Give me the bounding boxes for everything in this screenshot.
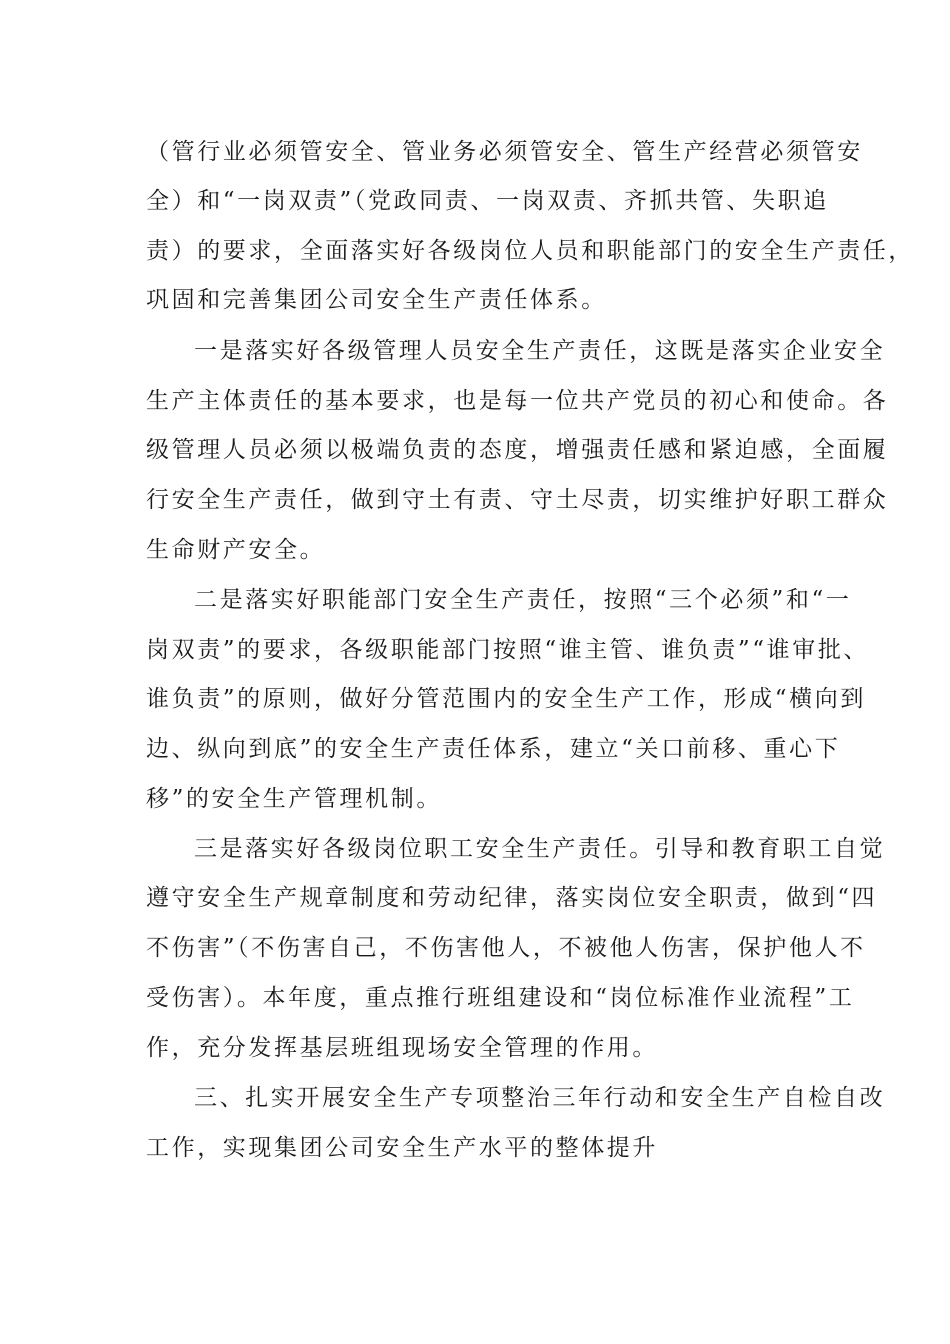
section-heading-line: 三、扎实开展安全生产专项整治三年行动和安全生产自检自改 — [194, 1085, 886, 1111]
text-line: 作，充分发挥基层班组现场安全管理的作用。 — [146, 1035, 658, 1061]
text-line: （管行业必须管安全、管业务必须管安全、管生产经营必须管安 — [146, 139, 863, 165]
text-line: 巩固和完善集团公司安全生产责任体系。 — [146, 287, 607, 313]
text-line: 不伤害”（不伤害自己，不伤害他人，不被他人伤害，保护他人不 — [146, 935, 866, 961]
text-line: 责）的要求，全面落实好各级岗位人员和职能部门的安全生产责任， — [146, 238, 914, 264]
text-line: 受伤害）。本年度，重点推行班组建设和“岗位标准作业流程”工 — [146, 985, 855, 1011]
text-line: 移”的安全生产管理机制。 — [146, 786, 442, 812]
text-line: 岗双责”的要求，各级职能部门按照“谁主管、谁负责”“谁审批、 — [146, 637, 870, 663]
text-line: 生命财产安全。 — [146, 537, 326, 563]
text-line: 边、纵向到底”的安全生产责任体系，建立“关口前移、重心下 — [146, 736, 841, 762]
text-line: 一是落实好各级管理人员安全生产责任，这既是落实企业安全 — [194, 338, 886, 364]
text-line: 三是落实好各级岗位职工安全生产责任。引导和教育职工自觉 — [194, 836, 886, 862]
text-line: 全）和“一岗双责”（党政同责、一岗双责、齐抓共管、失职追 — [146, 188, 829, 214]
section-heading-line: 工作，实现集团公司安全生产水平的整体提升 — [146, 1135, 658, 1161]
text-line: 二是落实好职能部门安全生产责任，按照“三个必须”和“一 — [194, 587, 852, 613]
text-line: 级管理人员必须以极端负责的态度，增强责任感和紧迫感，全面履 — [146, 437, 889, 463]
text-line: 生产主体责任的基本要求，也是每一位共产党员的初心和使命。各 — [146, 388, 889, 414]
text-line: 谁负责”的原则，做好分管范围内的安全生产工作，形成“横向到 — [146, 686, 866, 712]
text-line: 行安全生产责任，做到守土有责、守土尽责，切实维护好职工群众 — [146, 487, 889, 513]
text-line: 遵守安全生产规章制度和劳动纪律，落实岗位安全职责，做到“四 — [146, 885, 878, 911]
